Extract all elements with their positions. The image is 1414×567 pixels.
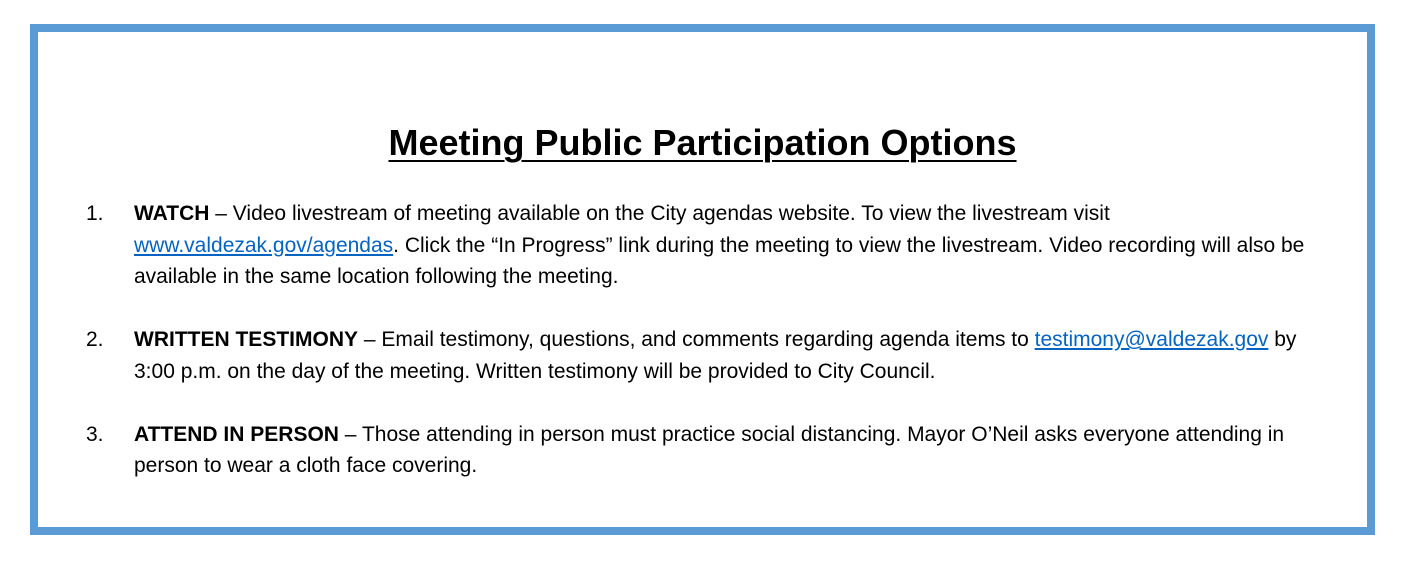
item-text: by 3:00 p.m. on the day of the meeting. Written testimony will be provided to City Council.: [134, 328, 1297, 383]
item-text: – Those attending in person must practice social distancing. Mayor O’Neil asks everyone attending in person to wear a cloth face covering.: [134, 422, 1285, 477]
item-heading-watch: WATCH: [134, 202, 210, 225]
list-number: 3.: [86, 422, 104, 446]
notice-frame: [30, 24, 1375, 535]
list-number: 1.: [86, 202, 104, 225]
testimony-email-link[interactable]: testimony@valdezak.gov: [1034, 328, 1269, 351]
page-title: Meeting Public Participation Options: [388, 122, 1017, 163]
list-number: 2.: [86, 328, 104, 351]
item-text: – Video livestream of meeting available on the City agendas website. To view the livestream visit: [209, 202, 1110, 225]
list-item-attend-in-person: [86, 419, 1331, 482]
item-heading-attend-in-person: ATTEND IN PERSON: [134, 422, 339, 446]
item-text: . Click the “In Progress” link during the meeting to view the livestream. Video recording will also be available in the same location following the meeting.: [134, 233, 1305, 288]
list-item-written-testimony: [86, 324, 1331, 387]
item-text: – Email testimony, questions, and comments regarding agenda items to: [358, 328, 1035, 351]
agendas-link[interactable]: www.valdezak.gov/agendas: [134, 233, 394, 257]
list-item-watch: [86, 198, 1331, 293]
options-list: [86, 198, 1331, 513]
item-heading-written-testimony: WRITTEN TESTIMONY: [134, 328, 358, 351]
